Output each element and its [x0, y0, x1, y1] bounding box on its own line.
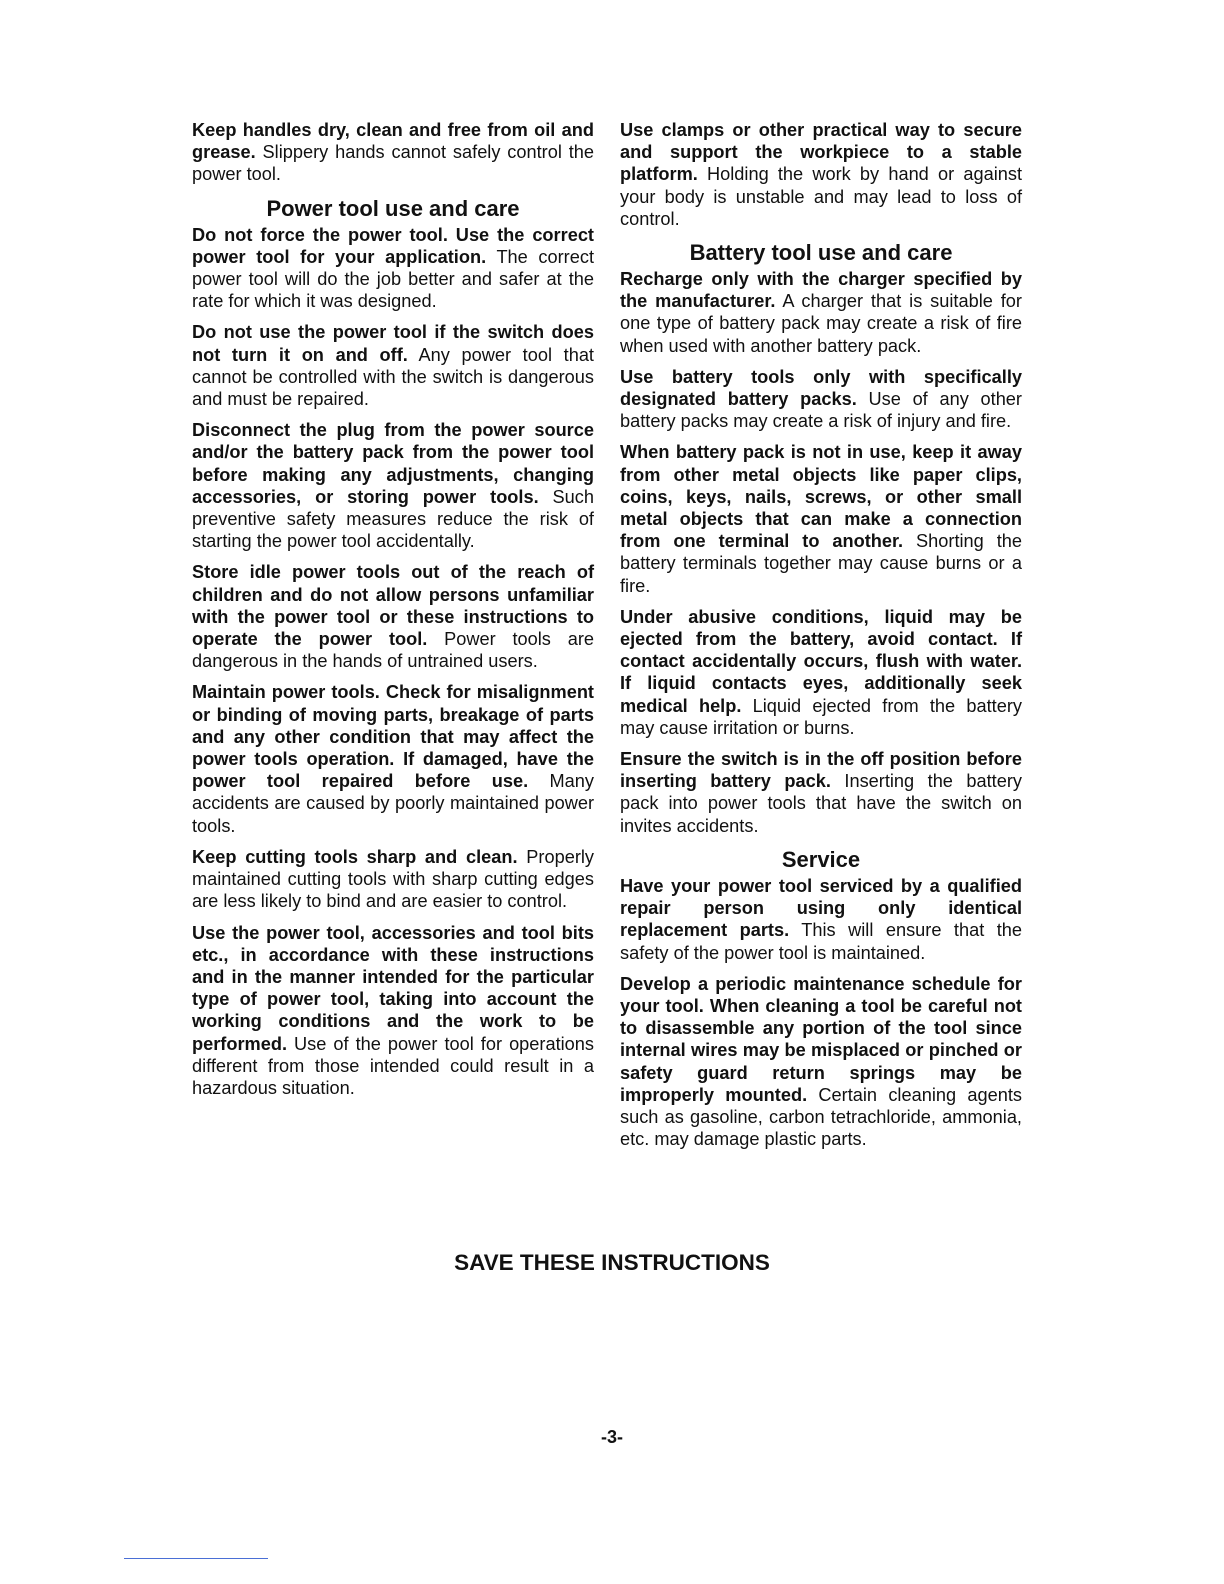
paragraph-text: Power tools are dangerous in the hands of untrained users. [192, 629, 594, 672]
paragraph-lead: Keep handles dry, clean and free from oil and grease. [192, 120, 594, 163]
paragraph-do-not-force [192, 224, 594, 313]
paragraph-lead: Ensure the switch is in the off position before inserting battery pack. [620, 749, 1022, 792]
paragraph-lead: Under abusive conditions, liquid may be ejected from the battery, avoid contact. If contact accidentally occurs, flush with water. If liquid contacts eyes, additionally seek medical help. [620, 606, 1022, 716]
paragraph-text: Shorting the battery terminals together may cause burns or a fire. [620, 531, 1023, 596]
paragraph-lead: Keep cutting tools sharp and clean. [192, 846, 518, 867]
paragraph-text: Certain cleaning agents such as gasoline, carbon tetrachloride, ammonia, etc. may damage plastic parts. [620, 1084, 1022, 1150]
paragraph-designated-packs [620, 366, 1022, 433]
paragraph-lead: When battery pack is not in use, keep it away from other metal objects like paper clips, coins, keys, nails, screws, or other small metal objects that can make a connection from one terminal to another. [620, 442, 1022, 552]
paragraph-battery-not-in-use [620, 441, 1022, 596]
paragraph-switch [192, 321, 594, 410]
paragraph-recharge [620, 268, 1022, 357]
paragraph-abusive-conditions [620, 606, 1022, 739]
paragraph-lead: Do not force the power tool. Use the correct power tool for your application. [192, 224, 594, 267]
paragraph-lead: Use battery tools only with specifically designated battery packs. [620, 366, 1022, 410]
paragraph-text: Any power tool that cannot be controlled with the switch is dangerous and must be repaired. [192, 344, 594, 410]
paragraph-keep-handles-dry [192, 119, 594, 186]
paragraph-lead: Do not use the power tool if the switch does not turn it on and off. [192, 322, 594, 365]
paragraph-cutting-tools [192, 846, 594, 913]
heading-battery-tool-use-and-care: Battery tool use and care [689, 240, 953, 266]
paragraph-text: Holding the work by hand or against your body is unstable and may lead to loss of control. [620, 164, 1022, 229]
paragraph-text: Such preventive safety measures reduce the risk of starting the power tool accidentally. [192, 486, 594, 552]
paragraph-text: Many accidents are caused by poorly maintained power tools. [192, 771, 594, 836]
paragraph-text: Slippery hands cannot safely control the power tool. [192, 142, 594, 185]
paragraph-lead: Use clamps or other practical way to secure and support the workpiece to a stable platform. [620, 120, 1022, 185]
heading-service: Service [781, 846, 861, 872]
paragraph-lead: Recharge only with the charger specified by the manufacturer. [620, 269, 1022, 312]
paragraph-store-idle-tools [192, 561, 594, 672]
left-column [192, 119, 594, 1108]
paragraph-lead: Have your power tool serviced by a qualified repair person using only identical replacement parts. [620, 875, 1022, 941]
paragraph-text: A charger that is suitable for one type of battery pack may create a risk of fire when used with another battery pack. [620, 291, 1022, 356]
paragraph-maintenance-schedule [620, 973, 1022, 1151]
paragraph-use-accessories [192, 922, 594, 1100]
paragraph-disconnect-plug [192, 419, 594, 552]
paragraph-text: Use of any other battery packs may create a risk of injury and fire. [620, 389, 1022, 432]
paragraph-text: Liquid ejected from the battery may cause irritation or burns. [620, 695, 1022, 738]
paragraph-maintain-tools [192, 681, 594, 836]
paragraph-serviced [620, 875, 1022, 964]
paragraph-text: Properly maintained cutting tools with sharp cutting edges are less likely to bind and are easier to control. [192, 846, 595, 912]
paragraph-lead: Store idle power tools out of the reach of children and do not allow persons unfamiliar with the power tool or these instructions to operate the power tool. [192, 562, 594, 650]
paragraph-text: This will ensure that the safety of the power tool is maintained. [620, 920, 1022, 963]
footer-rule [124, 1558, 268, 1559]
paragraph-switch-off-position [620, 748, 1022, 837]
paragraph-text: Inserting the battery pack into power tools that have the switch on invites accidents. [620, 771, 1022, 836]
paragraph-lead: Maintain power tools. Check for misalignment or binding of moving parts, breakage of parts and any other condition that may affect the power tools operation. If damaged, have the power tool repaired before use. [192, 682, 594, 792]
paragraph-text: The correct power tool will do the job better and safer at the rate for which it was designed. [192, 246, 595, 312]
paragraph-lead: Use the power tool, accessories and tool bits etc., in accordance with these instructions and in the manner intended for the particular type of power tool, taking into account the working conditions and the work to be performed. [192, 922, 594, 1054]
save-instructions-title: SAVE THESE INSTRUCTIONS [454, 1250, 770, 1275]
paragraph-use-clamps [620, 119, 1022, 230]
heading-power-tool-use-and-care: Power tool use and care [266, 195, 520, 221]
right-column [620, 119, 1022, 1159]
paragraph-lead: Develop a periodic maintenance schedule for your tool. When cleaning a tool be careful not to disassemble any portion of the tool since internal wires may be misplaced or pinched or safety guard return springs may be improperly mounted. [620, 973, 1022, 1105]
paragraph-lead: Disconnect the plug from the power source and/or the battery pack from the power tool before making any adjustments, changing accessories, or storing power tools. [192, 420, 594, 507]
paragraph-text: Use of the power tool for operations different from those intended could result in a hazardous situation. [192, 1033, 594, 1098]
page-number: -3- [601, 1427, 623, 1447]
